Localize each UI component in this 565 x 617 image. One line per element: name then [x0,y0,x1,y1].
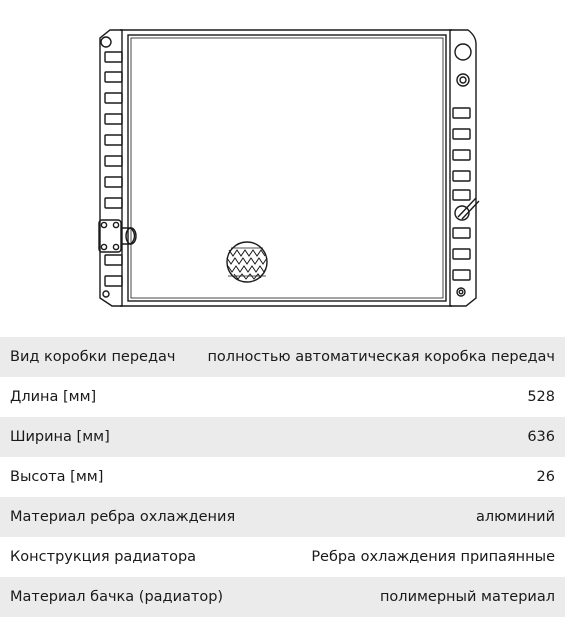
specs-table [0,337,565,617]
spec-row-height [0,457,565,497]
spec-row-fin-material [0,497,565,537]
spec-label: Вид коробки передач [10,349,176,365]
spec-label: Высота [мм] [10,469,104,485]
spec-row-radiator-construction [0,537,565,577]
left-tank [99,30,136,306]
spec-label: Длина [мм] [10,389,97,405]
radiator-core [128,35,446,301]
spec-label: Материал ребра охлаждения [10,509,236,525]
spec-row-transmission [0,337,565,377]
spec-value: 528 [527,389,555,405]
spec-value: 26 [536,469,555,485]
spec-label: Ширина [мм] [10,429,110,445]
spec-row-length [0,377,565,417]
spec-value: 636 [527,429,555,445]
spec-value: полностью автоматическая коробка передач [207,349,555,365]
spec-value: полимерный материал [379,589,555,605]
spec-row-tank-material [0,577,565,617]
spec-label: Конструкция радиатора [10,549,197,565]
spec-label: Материал бачка (радиатор) [10,589,224,605]
spec-row-width [0,417,565,457]
spec-value: Ребра охлаждения припаянные [311,549,555,565]
spec-value: алюминий [475,509,555,525]
right-tank [450,30,479,306]
fin-detail [227,242,267,282]
